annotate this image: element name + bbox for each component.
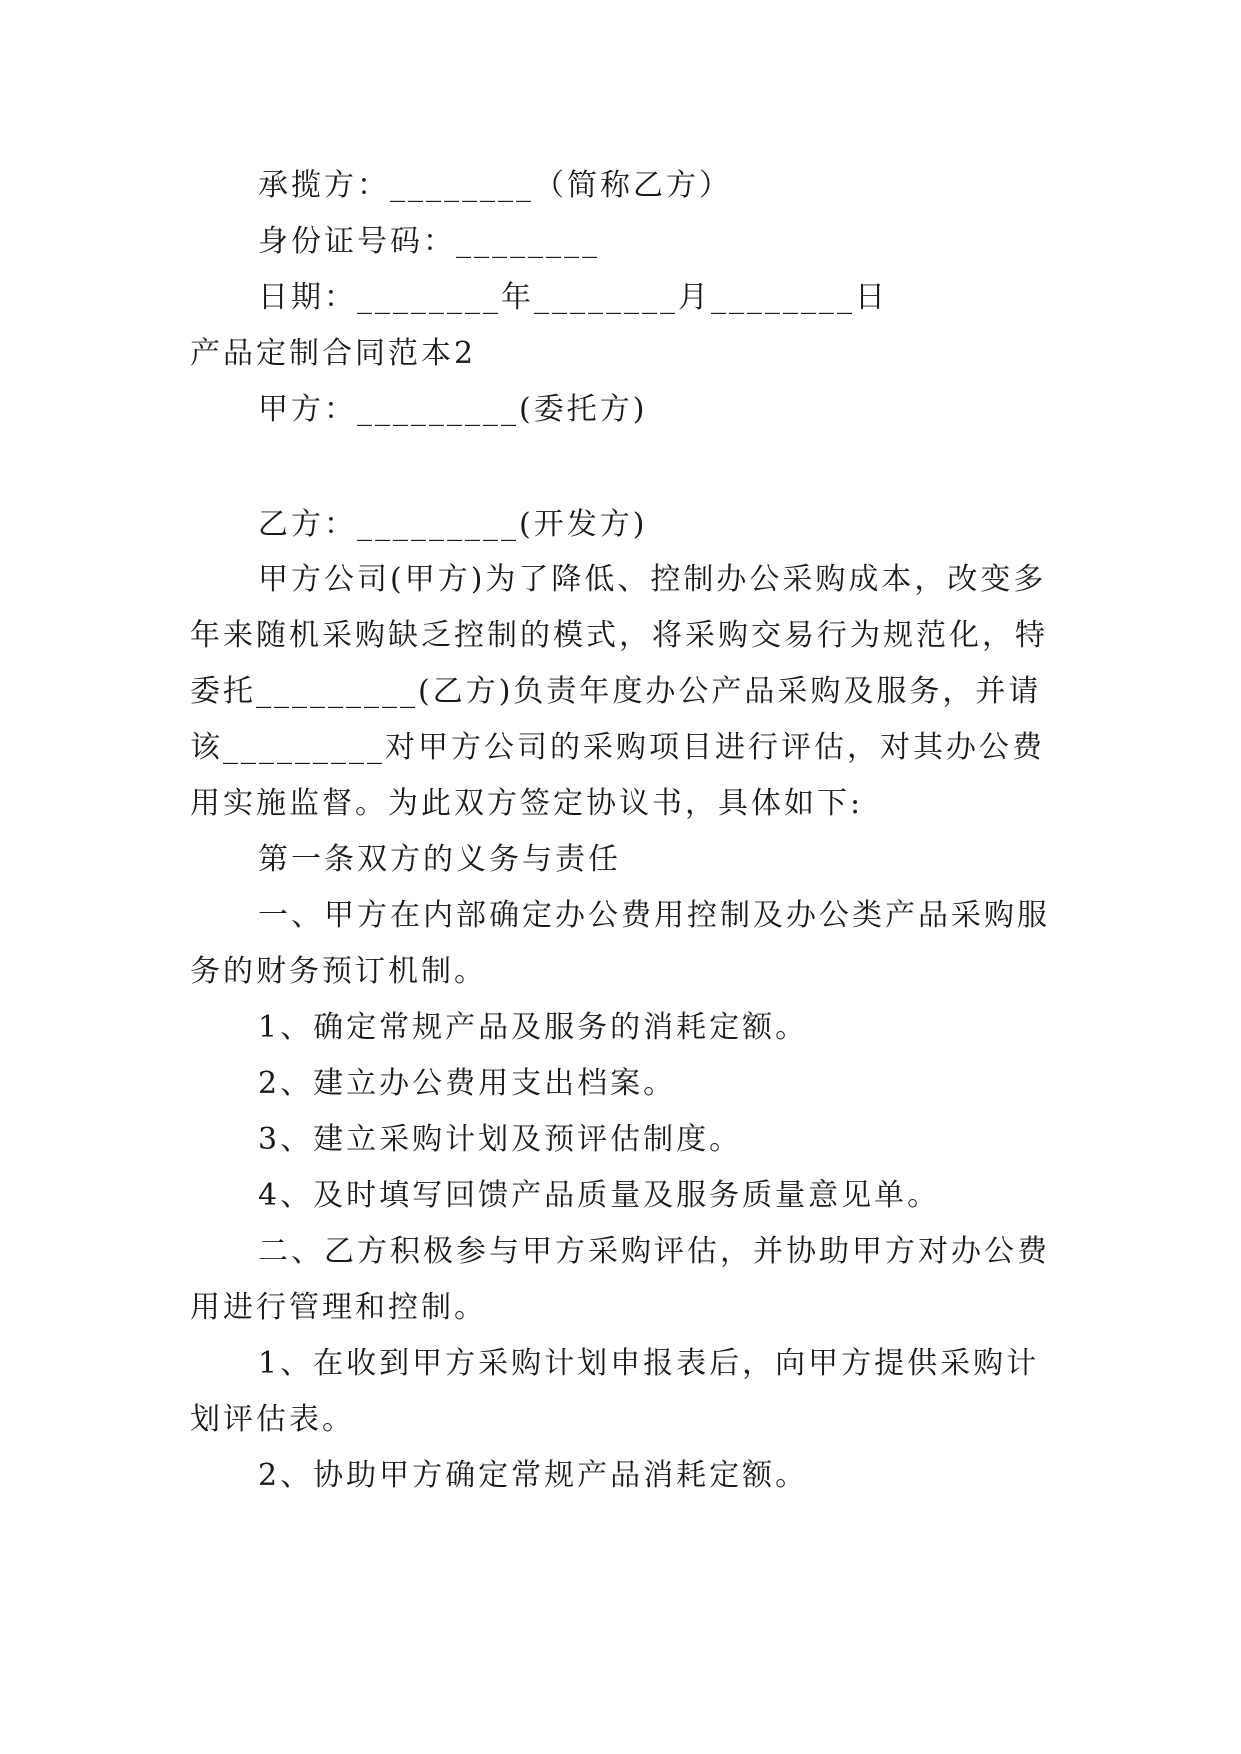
list-item: 1、在收到甲方采购计划申报表后，向甲方提供采购计 — [258, 1346, 1040, 1381]
party-a-line: 甲方：_________(委托方) — [258, 392, 648, 427]
date-line: 日期：________年________月________日 — [258, 280, 888, 315]
list-item: 3、建立采购计划及预评估制度。 — [258, 1122, 743, 1157]
id-number-line: 身份证号码：________ — [258, 224, 600, 259]
clause-line: 一、甲方在内部确定办公费用控制及办公类产品采购服 — [258, 898, 1050, 933]
paragraph-line: 年来随机采购缺乏控制的模式，将采购交易行为规范化，特 — [190, 618, 1048, 653]
list-item: 2、协助甲方确定常规产品消耗定额。 — [258, 1458, 809, 1493]
contractor-line: 承揽方：________（简称乙方） — [258, 168, 732, 203]
clause-line: 用进行管理和控制。 — [190, 1290, 487, 1325]
paragraph-line: 甲方公司(甲方)为了降低、控制办公采购成本，改变多 — [258, 562, 1047, 597]
party-b-line: 乙方：_________(开发方) — [258, 507, 648, 542]
list-item: 4、及时填写回馈产品质量及服务质量意见单。 — [258, 1178, 941, 1213]
list-item: 划评估表。 — [190, 1402, 355, 1437]
clause-line: 二、乙方积极参与甲方采购评估，并协助甲方对办公费 — [258, 1234, 1050, 1269]
paragraph-line: 用实施监督。为此双方签定协议书，具体如下: — [190, 786, 864, 821]
paragraph-line: 委托_________(乙方)负责年度办公产品采购及服务，并请 — [190, 674, 1042, 709]
paragraph-line: 该_________对甲方公司的采购项目进行评估，对其办公费 — [190, 730, 1045, 765]
article-heading: 第一条双方的义务与责任 — [258, 842, 621, 877]
clause-line: 务的财务预订机制。 — [190, 954, 487, 989]
list-item: 2、建立办公费用支出档案。 — [258, 1066, 677, 1101]
section-title: 产品定制合同范本2 — [190, 336, 477, 371]
list-item: 1、确定常规产品及服务的消耗定额。 — [258, 1010, 809, 1045]
